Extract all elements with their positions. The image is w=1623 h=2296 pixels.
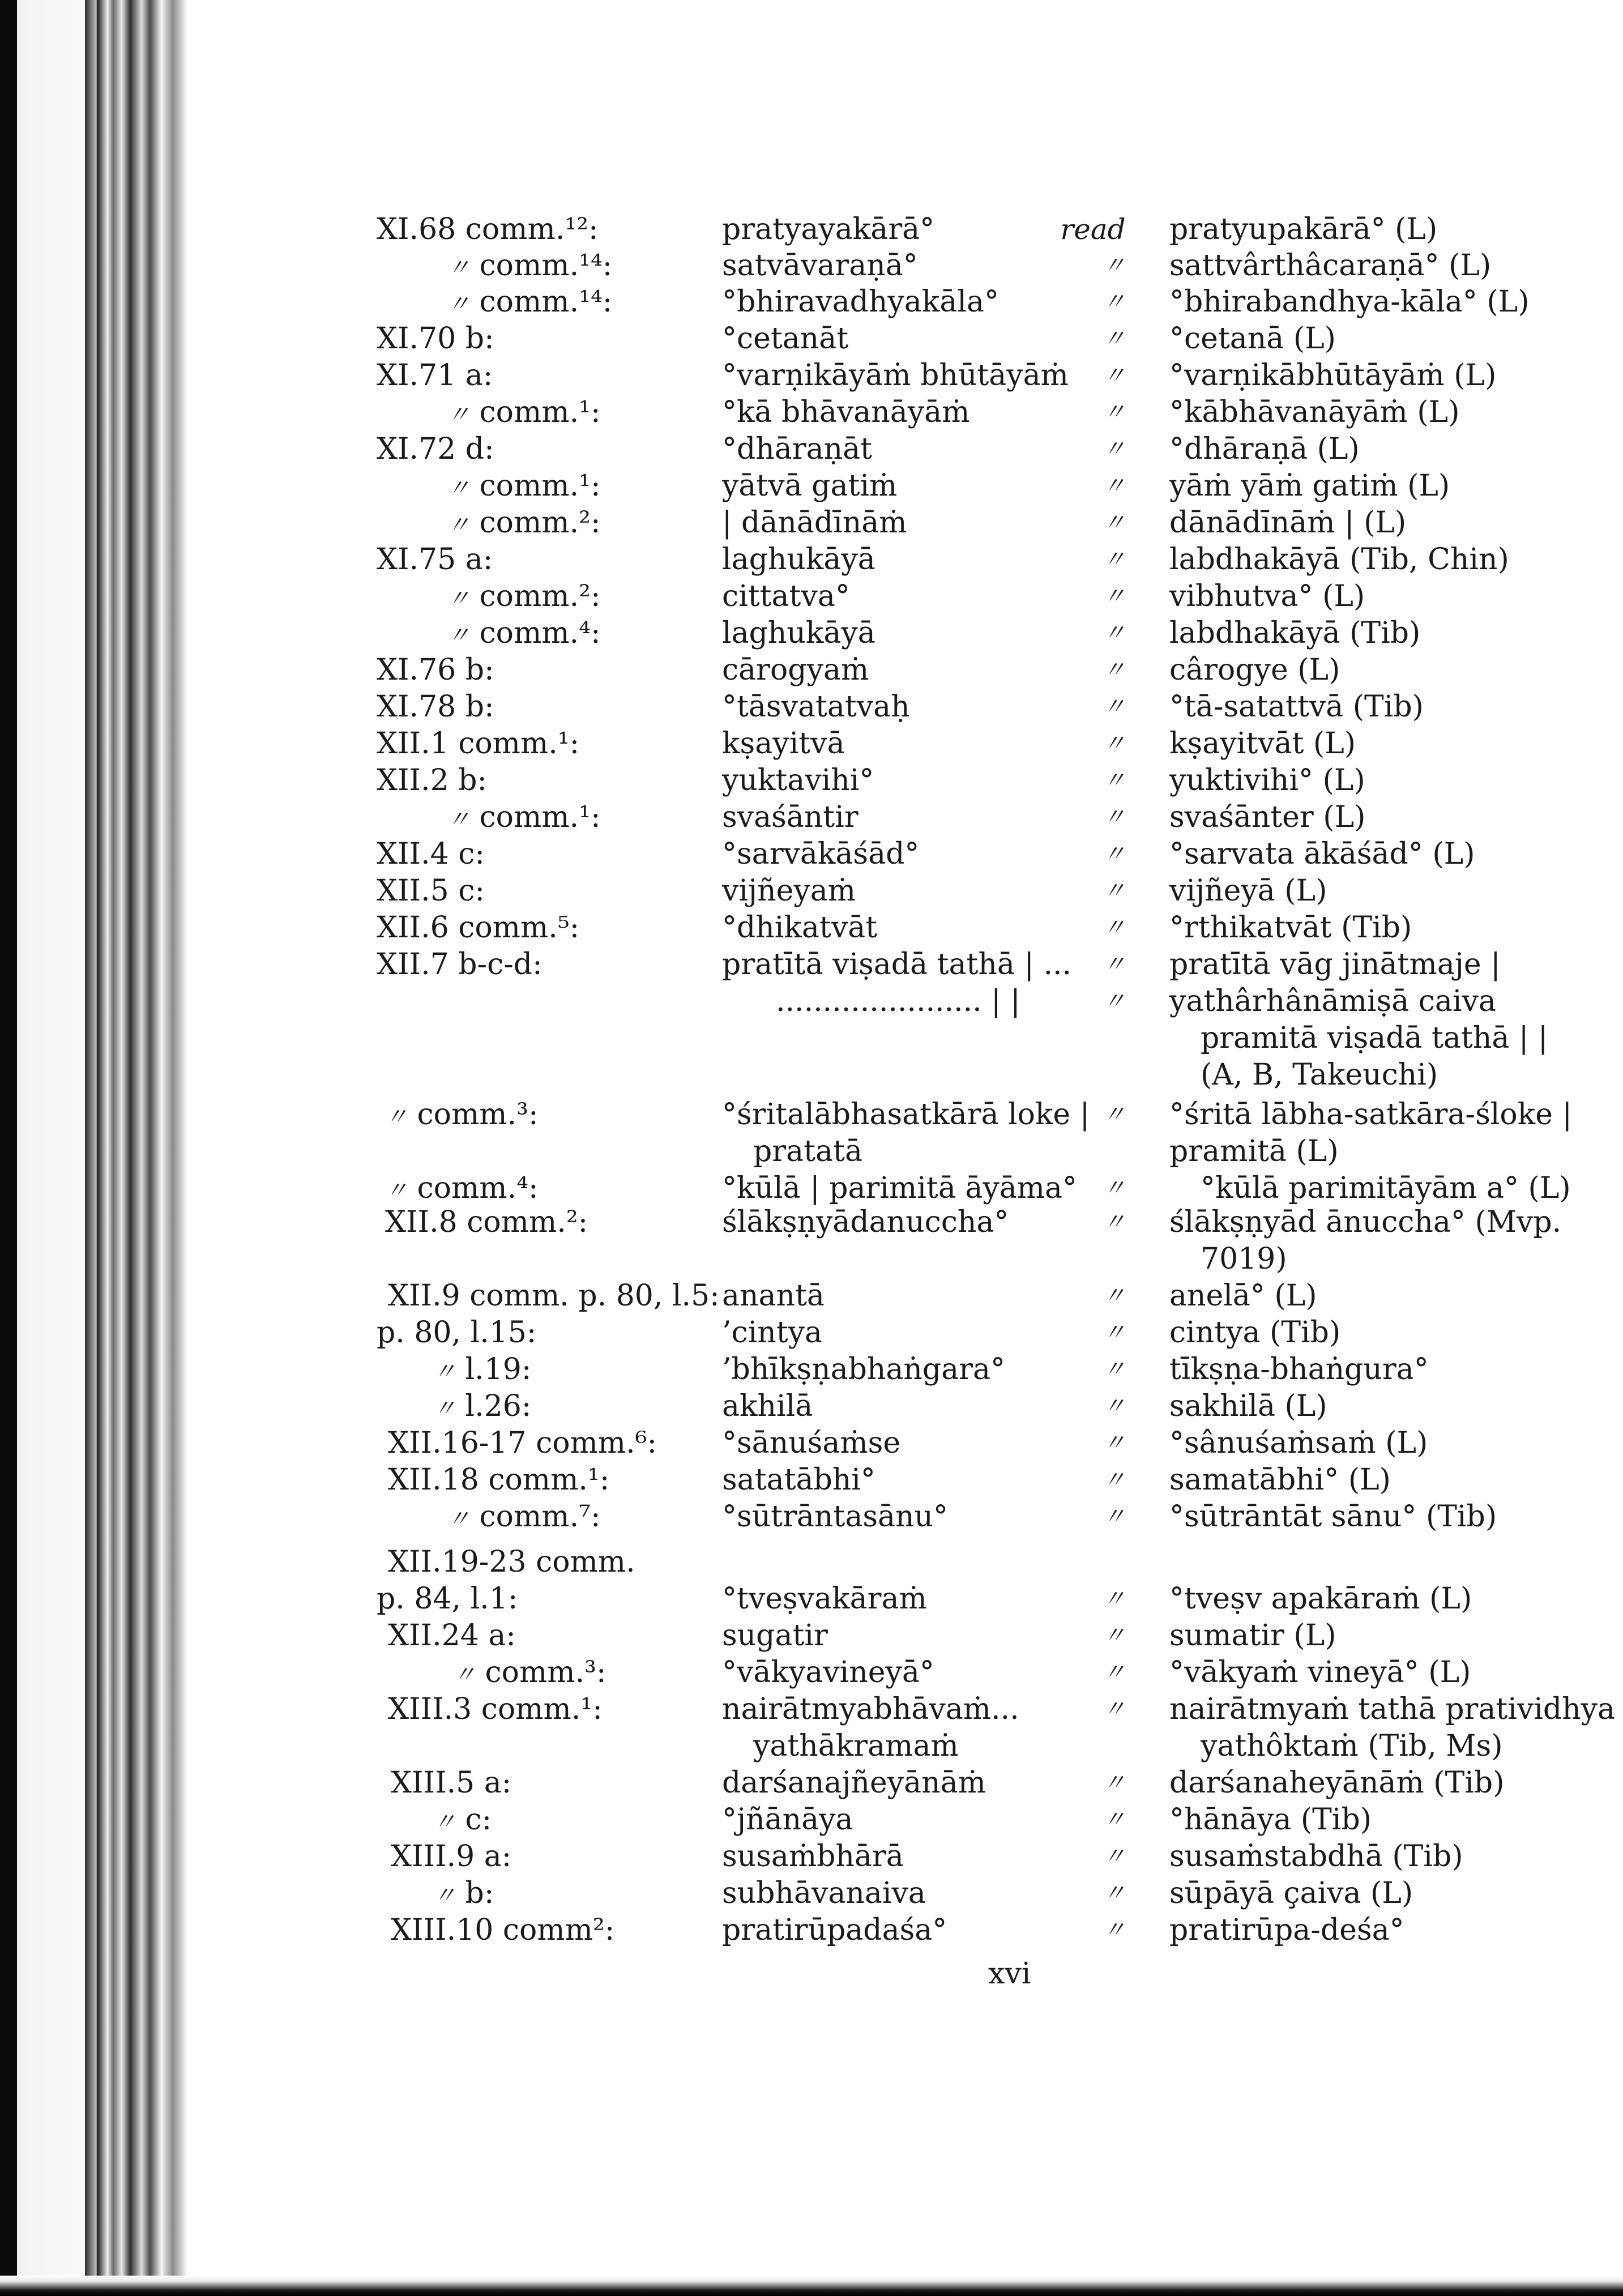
correct-reading-cell: (A, B, Takeuchi) <box>1201 1058 1438 1092</box>
reference-cell: 〃 comm.¹: <box>447 395 601 429</box>
ditto-mark: 〃 <box>433 1359 456 1385</box>
erroneous-reading-cell: °dhikatvāt <box>722 911 878 945</box>
ditto-mark: 〃 <box>447 402 470 428</box>
correct-reading-cell: °vākyaṁ vineyā° (L) <box>1169 1655 1471 1689</box>
read-marker: 〃 <box>1103 399 1126 425</box>
erroneous-reading-cell: yuktavihi° <box>722 763 874 797</box>
correct-reading-cell: vibhutva° (L) <box>1169 579 1365 613</box>
read-marker: 〃 <box>1103 694 1126 720</box>
correct-reading-cell: sūpāyā çaiva (L) <box>1169 1876 1413 1910</box>
errata-row <box>0 1204 1623 1241</box>
erroneous-reading-cell: °varṇikāyāṁ bhūtāyāṁ <box>722 359 1069 392</box>
erroneous-reading-cell: °tāsvatatvaḥ <box>722 690 910 724</box>
reference-cell: 〃 l.26: <box>433 1389 532 1423</box>
reference-cell: XI.75 a: <box>377 543 493 577</box>
correct-reading-cell: °sūtrāntāt sānu° (Tib) <box>1169 1500 1497 1534</box>
read-marker: 〃 <box>1103 1467 1126 1493</box>
reference-cell: XII.1 comm.¹: <box>377 727 580 761</box>
reference-cell: 〃 comm.³: <box>385 1098 539 1132</box>
erroneous-reading-cell: cārogyaṁ <box>722 653 869 687</box>
erroneous-reading-cell: sugatir <box>722 1619 828 1653</box>
correct-reading-cell: yathârhânāmiṣā caiva <box>1169 984 1496 1018</box>
ditto-mark: 〃 <box>447 291 470 317</box>
errata-row <box>0 1838 1623 1875</box>
errata-row <box>0 283 1623 321</box>
read-marker: 〃 <box>1103 289 1126 315</box>
ditto-mark: 〃 <box>447 1506 470 1532</box>
errata-row <box>0 1727 1623 1765</box>
read-marker: 〃 <box>1103 915 1126 941</box>
reference-cell: XI.72 d: <box>377 432 494 466</box>
read-marker: 〃 <box>1103 767 1126 793</box>
erroneous-reading-cell: akhilā <box>722 1389 813 1423</box>
correct-reading-cell: sattvârthâcaraṇā° (L) <box>1169 249 1492 283</box>
read-marker: 〃 <box>1103 1917 1126 1943</box>
erroneous-reading-cell: °bhiravadhyakāla° <box>722 285 999 319</box>
errata-row <box>0 1617 1623 1654</box>
errata-row <box>0 1543 1623 1581</box>
reference-cell: 〃 comm.¹: <box>447 469 601 503</box>
errata-row <box>0 1240 1623 1278</box>
reference-cell: 〃 l.19: <box>433 1352 532 1386</box>
read-marker: 〃 <box>1103 583 1126 609</box>
erroneous-reading-cell: °kūlā | parimitā āyāma° <box>722 1171 1078 1205</box>
reference-cell: 〃 comm.²: <box>447 506 601 540</box>
reference-cell: XI.78 b: <box>377 690 494 724</box>
reference-cell: p. 84, l.1: <box>377 1582 518 1616</box>
errata-row <box>0 1133 1623 1170</box>
errata-row <box>0 688 1623 725</box>
erroneous-reading-cell: susaṁbhārā <box>722 1840 904 1873</box>
correct-reading-cell: pramitā (L) <box>1169 1134 1339 1168</box>
correct-reading-cell: °cetanā (L) <box>1169 322 1336 356</box>
errata-row <box>0 1461 1623 1499</box>
erroneous-reading-cell: ...................... | | <box>776 984 1020 1018</box>
ditto-mark: 〃 <box>385 1104 408 1130</box>
erroneous-reading-cell: cittatva° <box>722 579 850 613</box>
correct-reading-cell: labdhakāyā (Tib) <box>1169 616 1421 650</box>
correct-reading-cell: vijñeyā (L) <box>1169 874 1327 908</box>
errata-row <box>0 1019 1623 1057</box>
errata-row <box>0 357 1623 394</box>
page-number: xvi <box>988 1957 1031 1991</box>
read-marker: 〃 <box>1103 1283 1126 1309</box>
erroneous-reading-cell: °sānuśaṁse <box>722 1426 901 1460</box>
erroneous-reading-cell: satvāvaraṇā° <box>722 249 918 283</box>
erroneous-reading-cell: svaśāntir <box>722 800 859 834</box>
reference-cell: XII.24 a: <box>388 1619 516 1653</box>
erroneous-reading-cell: vijñeyaṁ <box>722 874 856 908</box>
read-marker: 〃 <box>1103 878 1126 904</box>
errata-row <box>0 725 1623 762</box>
reference-cell: 〃 comm.²: <box>447 579 601 613</box>
errata-row <box>0 1498 1623 1535</box>
read-marker: 〃 <box>1103 1430 1126 1456</box>
errata-row <box>0 394 1623 431</box>
reference-cell: 〃 comm.⁴: <box>447 616 601 650</box>
errata-row <box>0 1764 1623 1802</box>
correct-reading-cell: °tveṣv apakāraṁ (L) <box>1169 1582 1472 1616</box>
correct-reading-cell: °rthikatvāt (Tib) <box>1169 911 1412 945</box>
reference-cell: XI.68 comm.¹²: <box>377 212 599 246</box>
reference-cell: 〃 comm.⁷: <box>447 1500 601 1534</box>
errata-row <box>0 467 1623 505</box>
erroneous-reading-cell: pratyayakārā° <box>722 212 935 246</box>
erroneous-reading-cell: °śritalābhasatkārā loke | <box>722 1098 1090 1132</box>
ditto-mark: 〃 <box>433 1809 456 1835</box>
read-marker: 〃 <box>1103 253 1126 279</box>
reference-cell: 〃 comm.¹: <box>447 800 601 834</box>
read-marker: 〃 <box>1103 1393 1126 1419</box>
erroneous-reading-cell: pratītā viṣadā tathā | ... <box>722 948 1072 981</box>
read-marker: 〃 <box>1103 1504 1126 1530</box>
erroneous-reading-cell: nairātmyabhāvaṁ... <box>722 1692 1019 1726</box>
reference-cell: 〃 comm.³: <box>453 1655 607 1689</box>
correct-reading-cell: sumatir (L) <box>1169 1619 1336 1653</box>
correct-reading-cell: °kābhāvanāyāṁ (L) <box>1169 395 1460 429</box>
read-marker: read <box>1060 213 1126 246</box>
correct-reading-cell: °varṇikābhūtāyāṁ (L) <box>1169 359 1497 392</box>
errata-row <box>0 835 1623 873</box>
erroneous-reading-cell: °tveṣvakāraṁ <box>722 1582 927 1616</box>
read-marker: 〃 <box>1103 326 1126 352</box>
correct-reading-cell: cintya (Tib) <box>1169 1316 1341 1350</box>
errata-row <box>0 1170 1623 1207</box>
errata-row <box>0 1096 1623 1133</box>
read-marker: 〃 <box>1103 657 1126 683</box>
errata-row <box>0 1277 1623 1315</box>
read-marker: 〃 <box>1103 510 1126 536</box>
ditto-mark: 〃 <box>447 586 470 612</box>
erroneous-reading-cell: °sarvākāśād° <box>722 837 920 871</box>
erroneous-reading-cell: anantā <box>722 1279 825 1313</box>
reference-cell: XII.6 comm.⁵: <box>377 911 580 945</box>
ditto-mark: 〃 <box>447 255 470 281</box>
reference-cell: XII.16-17 comm.⁶: <box>388 1426 657 1460</box>
reference-cell: XI.71 a: <box>377 359 493 392</box>
errata-row <box>0 1580 1623 1618</box>
correct-reading-cell: nairātmyaṁ tathā pratividhya <box>1169 1692 1616 1726</box>
correct-reading-cell: sakhilā (L) <box>1169 1389 1327 1423</box>
reference-cell: p. 80, l.15: <box>377 1316 537 1350</box>
correct-reading-cell: ślākṣṇyād ānuccha° (Mvp. <box>1169 1205 1562 1239</box>
erroneous-reading-cell: laghukāyā <box>722 616 875 650</box>
reference-cell: XIII.3 comm.¹: <box>388 1692 603 1726</box>
errata-row <box>0 247 1623 284</box>
errata-row <box>0 211 1623 248</box>
correct-reading-cell: darśanaheyānāṁ (Tib) <box>1169 1766 1505 1800</box>
reference-cell: XII.19-23 comm. <box>388 1545 635 1579</box>
read-marker: 〃 <box>1103 1209 1126 1235</box>
read-marker: 〃 <box>1103 1623 1126 1649</box>
reference-cell: XII.5 c: <box>377 874 485 908</box>
read-marker: 〃 <box>1103 951 1126 978</box>
correct-reading-cell: °sânuśaṁsaṁ (L) <box>1169 1426 1428 1460</box>
ditto-mark: 〃 <box>385 1177 408 1204</box>
errata-row <box>0 1388 1623 1425</box>
correct-reading-cell: tīkṣṇa-bhaṅgura° <box>1169 1352 1429 1386</box>
erroneous-reading-cell: | dānādīnāṁ <box>722 506 907 540</box>
erroneous-reading-cell: subhāvanaiva <box>722 1876 926 1910</box>
erroneous-reading-cell: darśanajñeyānāṁ <box>722 1766 986 1800</box>
reference-cell: XI.70 b: <box>377 322 494 356</box>
read-marker: 〃 <box>1103 1356 1126 1382</box>
correct-reading-cell: °bhirabandhya-kāla° (L) <box>1169 285 1530 319</box>
read-marker: 〃 <box>1103 1807 1126 1833</box>
erroneous-reading-cell: °kā bhāvanāyāṁ <box>722 395 970 429</box>
errata-row <box>0 430 1623 468</box>
read-marker: 〃 <box>1103 436 1126 462</box>
reference-cell: XIII.9 a: <box>391 1840 512 1873</box>
reference-cell: XIII.10 comm²: <box>391 1913 615 1947</box>
read-marker: 〃 <box>1103 362 1126 389</box>
erroneous-reading-cell: ’bhīkṣṇabhaṅgara° <box>722 1352 1006 1386</box>
ditto-mark: 〃 <box>447 475 470 501</box>
correct-reading-cell: pratītā vāg jinātmaje | <box>1169 948 1501 981</box>
reference-cell: XII.18 comm.¹: <box>388 1463 610 1497</box>
errata-row <box>0 578 1623 615</box>
errata-row <box>0 1654 1623 1691</box>
correct-reading-cell: dānādīnāṁ | (L) <box>1169 506 1407 540</box>
read-marker: 〃 <box>1103 988 1126 1014</box>
correct-reading-cell: pramitā viṣadā tathā | | <box>1201 1021 1548 1055</box>
read-marker: 〃 <box>1103 1843 1126 1870</box>
reference-cell: 〃 comm.¹⁴: <box>447 285 613 319</box>
errata-row <box>0 504 1623 541</box>
reference-cell: XII.4 c: <box>377 837 485 871</box>
reference-cell: 〃 c: <box>433 1803 492 1837</box>
correct-reading-cell: samatābhi° (L) <box>1169 1463 1391 1497</box>
correct-reading-cell: cârogye (L) <box>1169 653 1340 687</box>
erroneous-reading-cell: ślākṣṇyādanuccha° <box>722 1205 1009 1239</box>
correct-reading-cell: labdhakāyā (Tib, Chin) <box>1169 543 1509 577</box>
erroneous-reading-cell: satatābhi° <box>722 1463 875 1497</box>
erroneous-reading-cell: °cetanāt <box>722 322 849 356</box>
read-marker: 〃 <box>1103 1770 1126 1796</box>
read-marker: 〃 <box>1103 731 1126 757</box>
correct-reading-cell: pratyupakārā° (L) <box>1169 212 1438 246</box>
reference-cell: XII.2 b: <box>377 763 488 797</box>
correct-reading-cell: yāṁ yāṁ gatiṁ (L) <box>1169 469 1450 503</box>
correct-reading-cell: pratirūpa-deśa° <box>1169 1913 1404 1947</box>
read-marker: 〃 <box>1103 1320 1126 1346</box>
erroneous-reading-cell: yātvā gatiṁ <box>722 469 898 503</box>
reference-cell: XII.7 b-c-d: <box>377 948 543 981</box>
read-marker: 〃 <box>1103 547 1126 573</box>
correct-reading-cell: yuktivihi° (L) <box>1169 763 1365 797</box>
errata-row <box>0 762 1623 799</box>
correct-reading-cell: °hānāya (Tib) <box>1169 1803 1372 1837</box>
correct-reading-cell: kṣayitvāt (L) <box>1169 727 1356 761</box>
ditto-mark: 〃 <box>447 806 470 833</box>
reference-cell: 〃 comm.¹⁴: <box>447 249 613 283</box>
correct-reading-cell: svaśānter (L) <box>1169 800 1366 834</box>
read-marker: 〃 <box>1103 1659 1126 1685</box>
errata-row <box>0 1424 1623 1462</box>
read-marker: 〃 <box>1103 620 1126 646</box>
read-marker: 〃 <box>1103 804 1126 830</box>
errata-row <box>0 1911 1623 1949</box>
read-marker: 〃 <box>1103 1102 1126 1128</box>
reference-cell: XII.8 comm.²: <box>385 1205 588 1239</box>
errata-row <box>0 983 1623 1020</box>
correct-reading-cell: anelā° (L) <box>1169 1279 1317 1313</box>
reference-cell: XII.9 comm. p. 80, l.5: <box>388 1279 720 1313</box>
errata-row <box>0 946 1623 983</box>
erroneous-reading-cell: °sūtrāntasānu° <box>722 1500 948 1534</box>
read-marker: 〃 <box>1103 1696 1126 1722</box>
correct-reading-cell: °śritā lābha-satkāra-śloke | <box>1169 1098 1573 1132</box>
erroneous-reading-cell: °vākyavineyā° <box>722 1655 934 1689</box>
correct-reading-cell: °tā-satattvā (Tib) <box>1169 690 1424 724</box>
errata-row <box>0 1056 1623 1094</box>
correct-reading-cell: yathôktaṁ (Tib, Ms) <box>1201 1729 1503 1763</box>
reference-cell: 〃 b: <box>433 1876 494 1910</box>
errata-row <box>0 541 1623 578</box>
correct-reading-cell: °kūlā parimitāyām a° (L) <box>1201 1171 1571 1205</box>
read-marker: 〃 <box>1103 473 1126 499</box>
correct-reading-cell: °sarvata ākāśād° (L) <box>1169 837 1475 871</box>
ditto-mark: 〃 <box>433 1883 456 1909</box>
erroneous-reading-cell: °jñānāya <box>722 1803 853 1837</box>
read-marker: 〃 <box>1103 841 1126 867</box>
erroneous-reading-cell: ’cintya <box>722 1316 823 1350</box>
ditto-mark: 〃 <box>447 622 470 648</box>
errata-row <box>0 651 1623 689</box>
erroneous-reading-cell: pratirūpadaśa° <box>722 1913 947 1947</box>
errata-row <box>0 1801 1623 1838</box>
ditto-mark: 〃 <box>433 1395 456 1422</box>
reference-cell: XI.76 b: <box>377 653 494 687</box>
erroneous-reading-cell: yathākramaṁ <box>753 1729 959 1763</box>
reference-cell: XIII.5 a: <box>391 1766 512 1800</box>
read-marker: 〃 <box>1103 1175 1126 1201</box>
erroneous-reading-cell: pratatā <box>753 1134 862 1168</box>
correct-reading-cell: °dhāraṇā (L) <box>1169 432 1360 466</box>
read-marker: 〃 <box>1103 1586 1126 1612</box>
errata-row <box>0 872 1623 910</box>
errata-row <box>0 1314 1623 1351</box>
errata-row <box>0 320 1623 357</box>
erroneous-reading-cell: laghukāyā <box>722 543 875 577</box>
ditto-mark: 〃 <box>453 1662 476 1688</box>
read-marker: 〃 <box>1103 1880 1126 1906</box>
errata-row <box>0 799 1623 836</box>
errata-row <box>0 614 1623 652</box>
correct-reading-cell: susaṁstabdhā (Tib) <box>1169 1840 1463 1873</box>
reference-cell: 〃 comm.⁴: <box>385 1171 539 1205</box>
erroneous-reading-cell: °dhāraṇāt <box>722 432 873 466</box>
erroneous-reading-cell: kṣayitvā <box>722 727 845 761</box>
errata-row <box>0 1351 1623 1388</box>
ditto-mark: 〃 <box>447 512 470 538</box>
errata-row <box>0 1691 1623 1728</box>
correct-reading-cell: 7019) <box>1201 1242 1287 1276</box>
errata-row <box>0 909 1623 946</box>
errata-row <box>0 1875 1623 1912</box>
